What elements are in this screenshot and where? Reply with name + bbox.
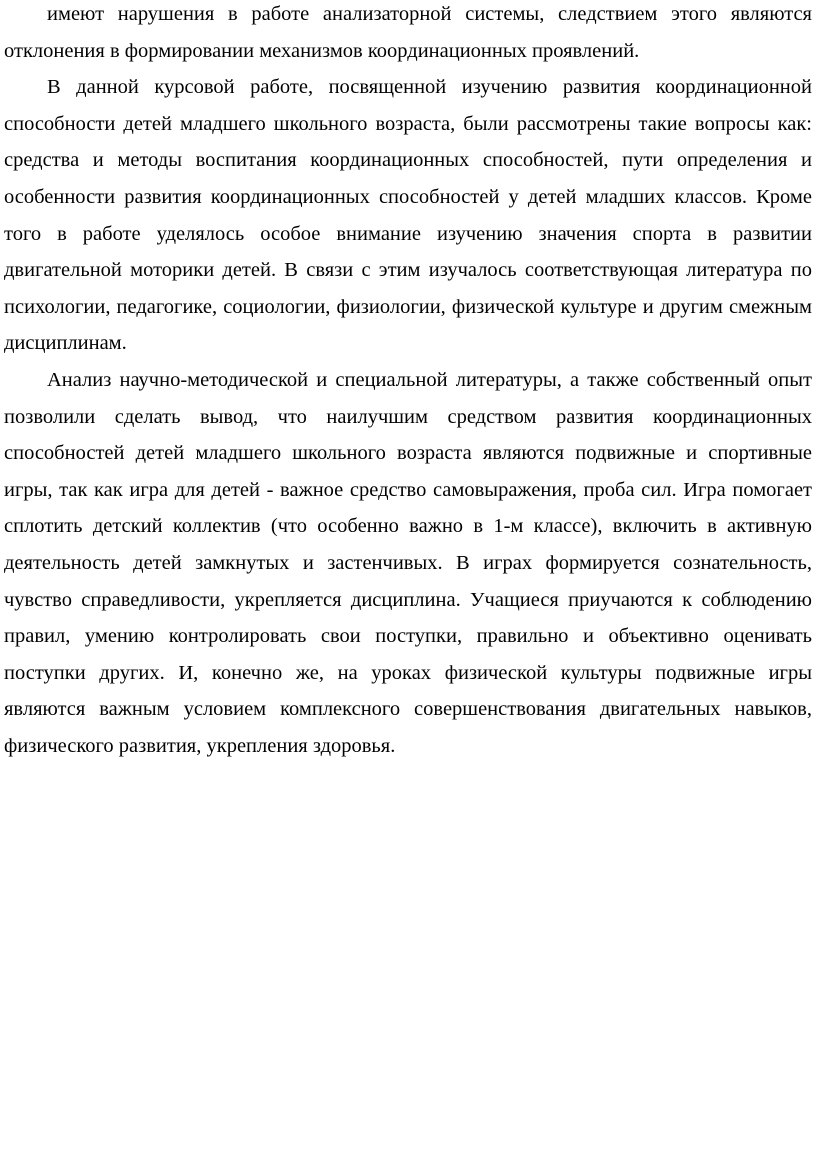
paragraph-1: имеют нарушения в работе анализаторной системы, следствием этого являются отклонения в формировании механизмов координационных проявлений. — [4, 3, 812, 62]
document-body — [4, 0, 812, 764]
paragraph-2: В данной курсовой работе, посвященной изучению развития координационной способности детей младшего школьного возраста, были рассмотрены такие вопросы как: средства и методы воспитания координационных способностей, пути определения и особенности развития координационных способностей у детей младших классов. Кроме того в работе уделялось особое внимание изучению значения спорта в развитии двигательной моторики детей. В связи с этим изучалось соответствующая литература по психологии, педагогике, социологии, физиологии, физической культуре и другим смежным дисциплинам. — [4, 76, 812, 355]
paragraph-3: Анализ научно-методической и специальной литературы, а также собственный опыт позволили сделать вывод, что наилучшим средством развития координационных способностей детей младшего школьного возраста являются подвижные и спортивные игры, так как игра для детей - важное средство самовыражения, проба сил. Игра помогает сплотить детский коллектив (что особенно важно в 1-м классе), включить в активную деятельность детей замкнутых и застенчивых. В играх формируется сознательность, чувство справедливости, укрепляется дисциплина. Учащиеся приучаются к соблюдению правил, умению контролировать свои поступки, правильно и объективно оценивать поступки других. И, конечно же, на уроках физической культуры подвижные игры являются важным условием комплексного совершенствования двигательных навыков, физического развития, укрепления здоровья. — [4, 368, 812, 757]
